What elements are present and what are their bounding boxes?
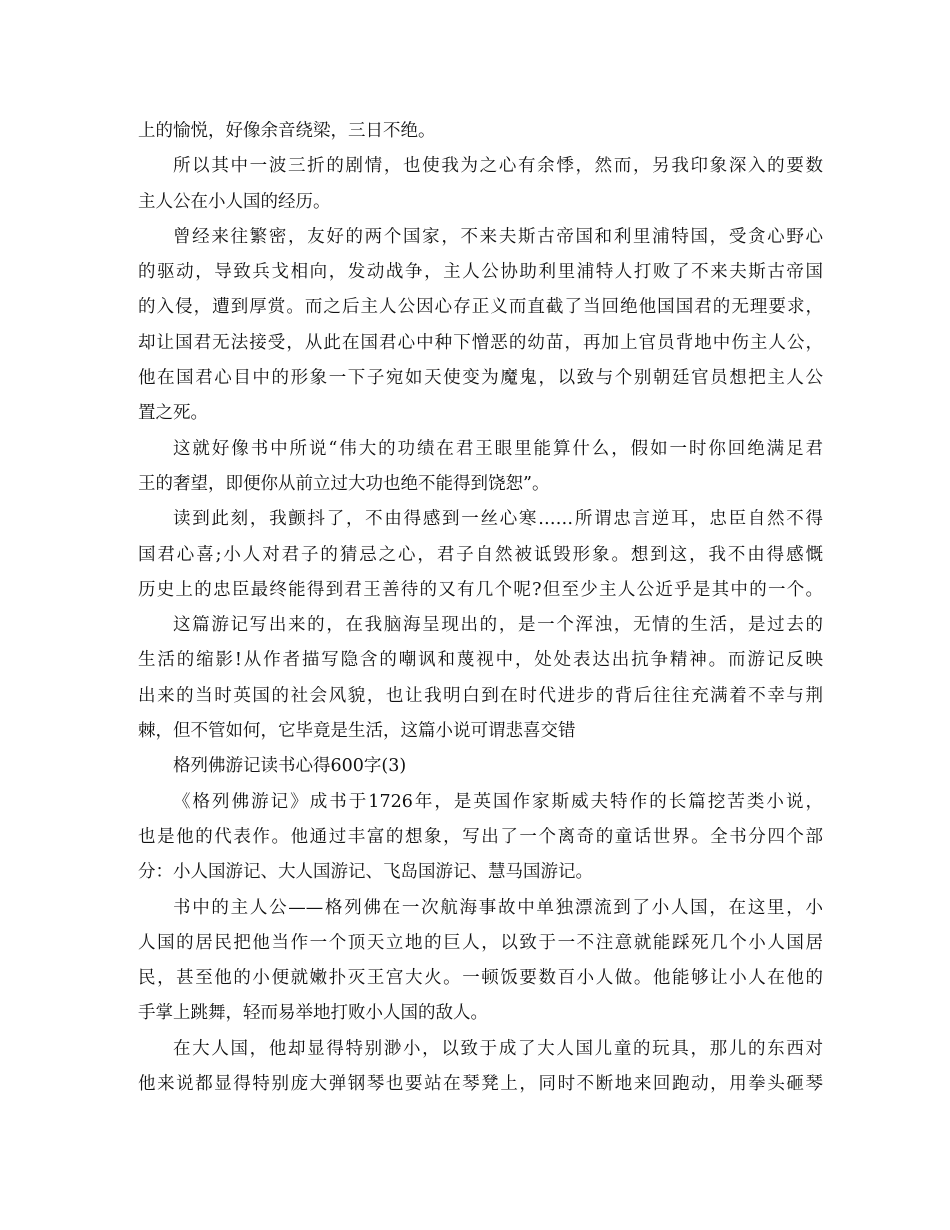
section-heading: 格列佛游记读书心得600字(3): [173, 756, 407, 777]
text-line: 民，甚至他的小便就嫩扑灭王宫大火。一顿饭要数百小人做。他能够让小人在他的: [138, 968, 823, 989]
paragraph-start-line: 《格列佛游记》成书于1726年，是英国作家斯威夫特作的长篇挖苦类小说，: [173, 791, 823, 812]
text-line: 王的奢望，即便你从前立过大功也绝不能得到饶恕”。: [138, 473, 550, 494]
document-body: [138, 114, 823, 1102]
text-line: 主人公在小人国的经历。: [138, 191, 331, 212]
text-line: 分：小人国游记、大人国游记、飞岛国游记、慧马国游记。: [138, 862, 593, 883]
paragraph-start-line: 读到此刻，我颤抖了，不由得感到一丝心寒……所谓忠言逆耳，忠臣自然不得: [173, 509, 823, 530]
paragraph-start-line: 在大人国，他却显得特别渺小，以致于成了大人国儿童的玩具，那儿的东西对: [173, 1038, 823, 1059]
text-line: 上的愉悦，好像余音绕梁，三日不绝。: [138, 121, 436, 141]
text-line: 的入侵，遭到厚赏。而之后主人公因心存正义而直截了当回绝他国国君的无理要求，: [138, 297, 823, 318]
paragraph-start-line: 所以其中一波三折的剧情，也使我为之心有余悸，然而，另我印象深入的要数: [173, 156, 823, 177]
text-line: 的驱动，导致兵戈相向，发动战争，主人公协助利里浦特人打败了不来夫斯古帝国: [138, 262, 823, 283]
text-line: 国君心喜;小人对君子的猜忌之心，君子自然被诋毁形象。想到这，我不由得感慨: [138, 544, 823, 565]
text-line: 他来说都显得特别庞大弹钢琴也要站在琴凳上，同时不断地来回跑动，用拳头砸琴: [138, 1074, 823, 1095]
paragraph-start-line: 这就好像书中所说“伟大的功绩在君王眼里能算什么，假如一时你回绝满足君: [173, 438, 823, 459]
text-line: 历史上的忠臣最终能得到君王善待的又有几个呢?但至少主人公近乎是其中的一个。: [138, 579, 823, 600]
text-line: 也是他的代表作。他通过丰富的想象，写出了一个离奇的童话世界。全书分四个部: [138, 826, 823, 847]
paragraph-start-line: 这篇游记写出来的，在我脑海呈现出的，是一个浑浊，无情的生活，是过去的: [173, 615, 823, 636]
paragraph-start-line: 书中的主人公——格列佛在一次航海事故中单独漂流到了小人国，在这里，小: [173, 897, 823, 918]
paragraph-start-line: 曾经来往繁密，友好的两个国家，不来夫斯古帝国和利里浦特国，受贪心野心: [173, 226, 823, 247]
text-line: 他在国君心目中的形象一下子宛如天使变为魔鬼，以致与个别朝廷官员想把主人公: [138, 368, 823, 389]
text-line: 却让国君无法接受，从此在国君心中种下憎恶的幼苗，再加上官员背地中伤主人公，: [138, 332, 823, 353]
text-line: 棘，但不管如何，它毕竟是生活，这篇小说可谓悲喜交错: [138, 721, 576, 742]
text-line: 出来的当时英国的社会风貌，也让我明白到在时代进步的背后往往充满着不幸与荆: [138, 685, 823, 706]
text-line: 手掌上跳舞，轻而易举地打败小人国的敌人。: [138, 1003, 488, 1024]
text-line: 生活的缩影!从作者描写隐含的嘲讽和蔑视中，处处表达出抗争精神。而游记反映: [138, 650, 823, 671]
text-line: 人国的居民把他当作一个顶天立地的巨人，以致于一不注意就能踩死几个小人国居: [138, 932, 823, 953]
text-line: 置之死。: [138, 403, 208, 424]
